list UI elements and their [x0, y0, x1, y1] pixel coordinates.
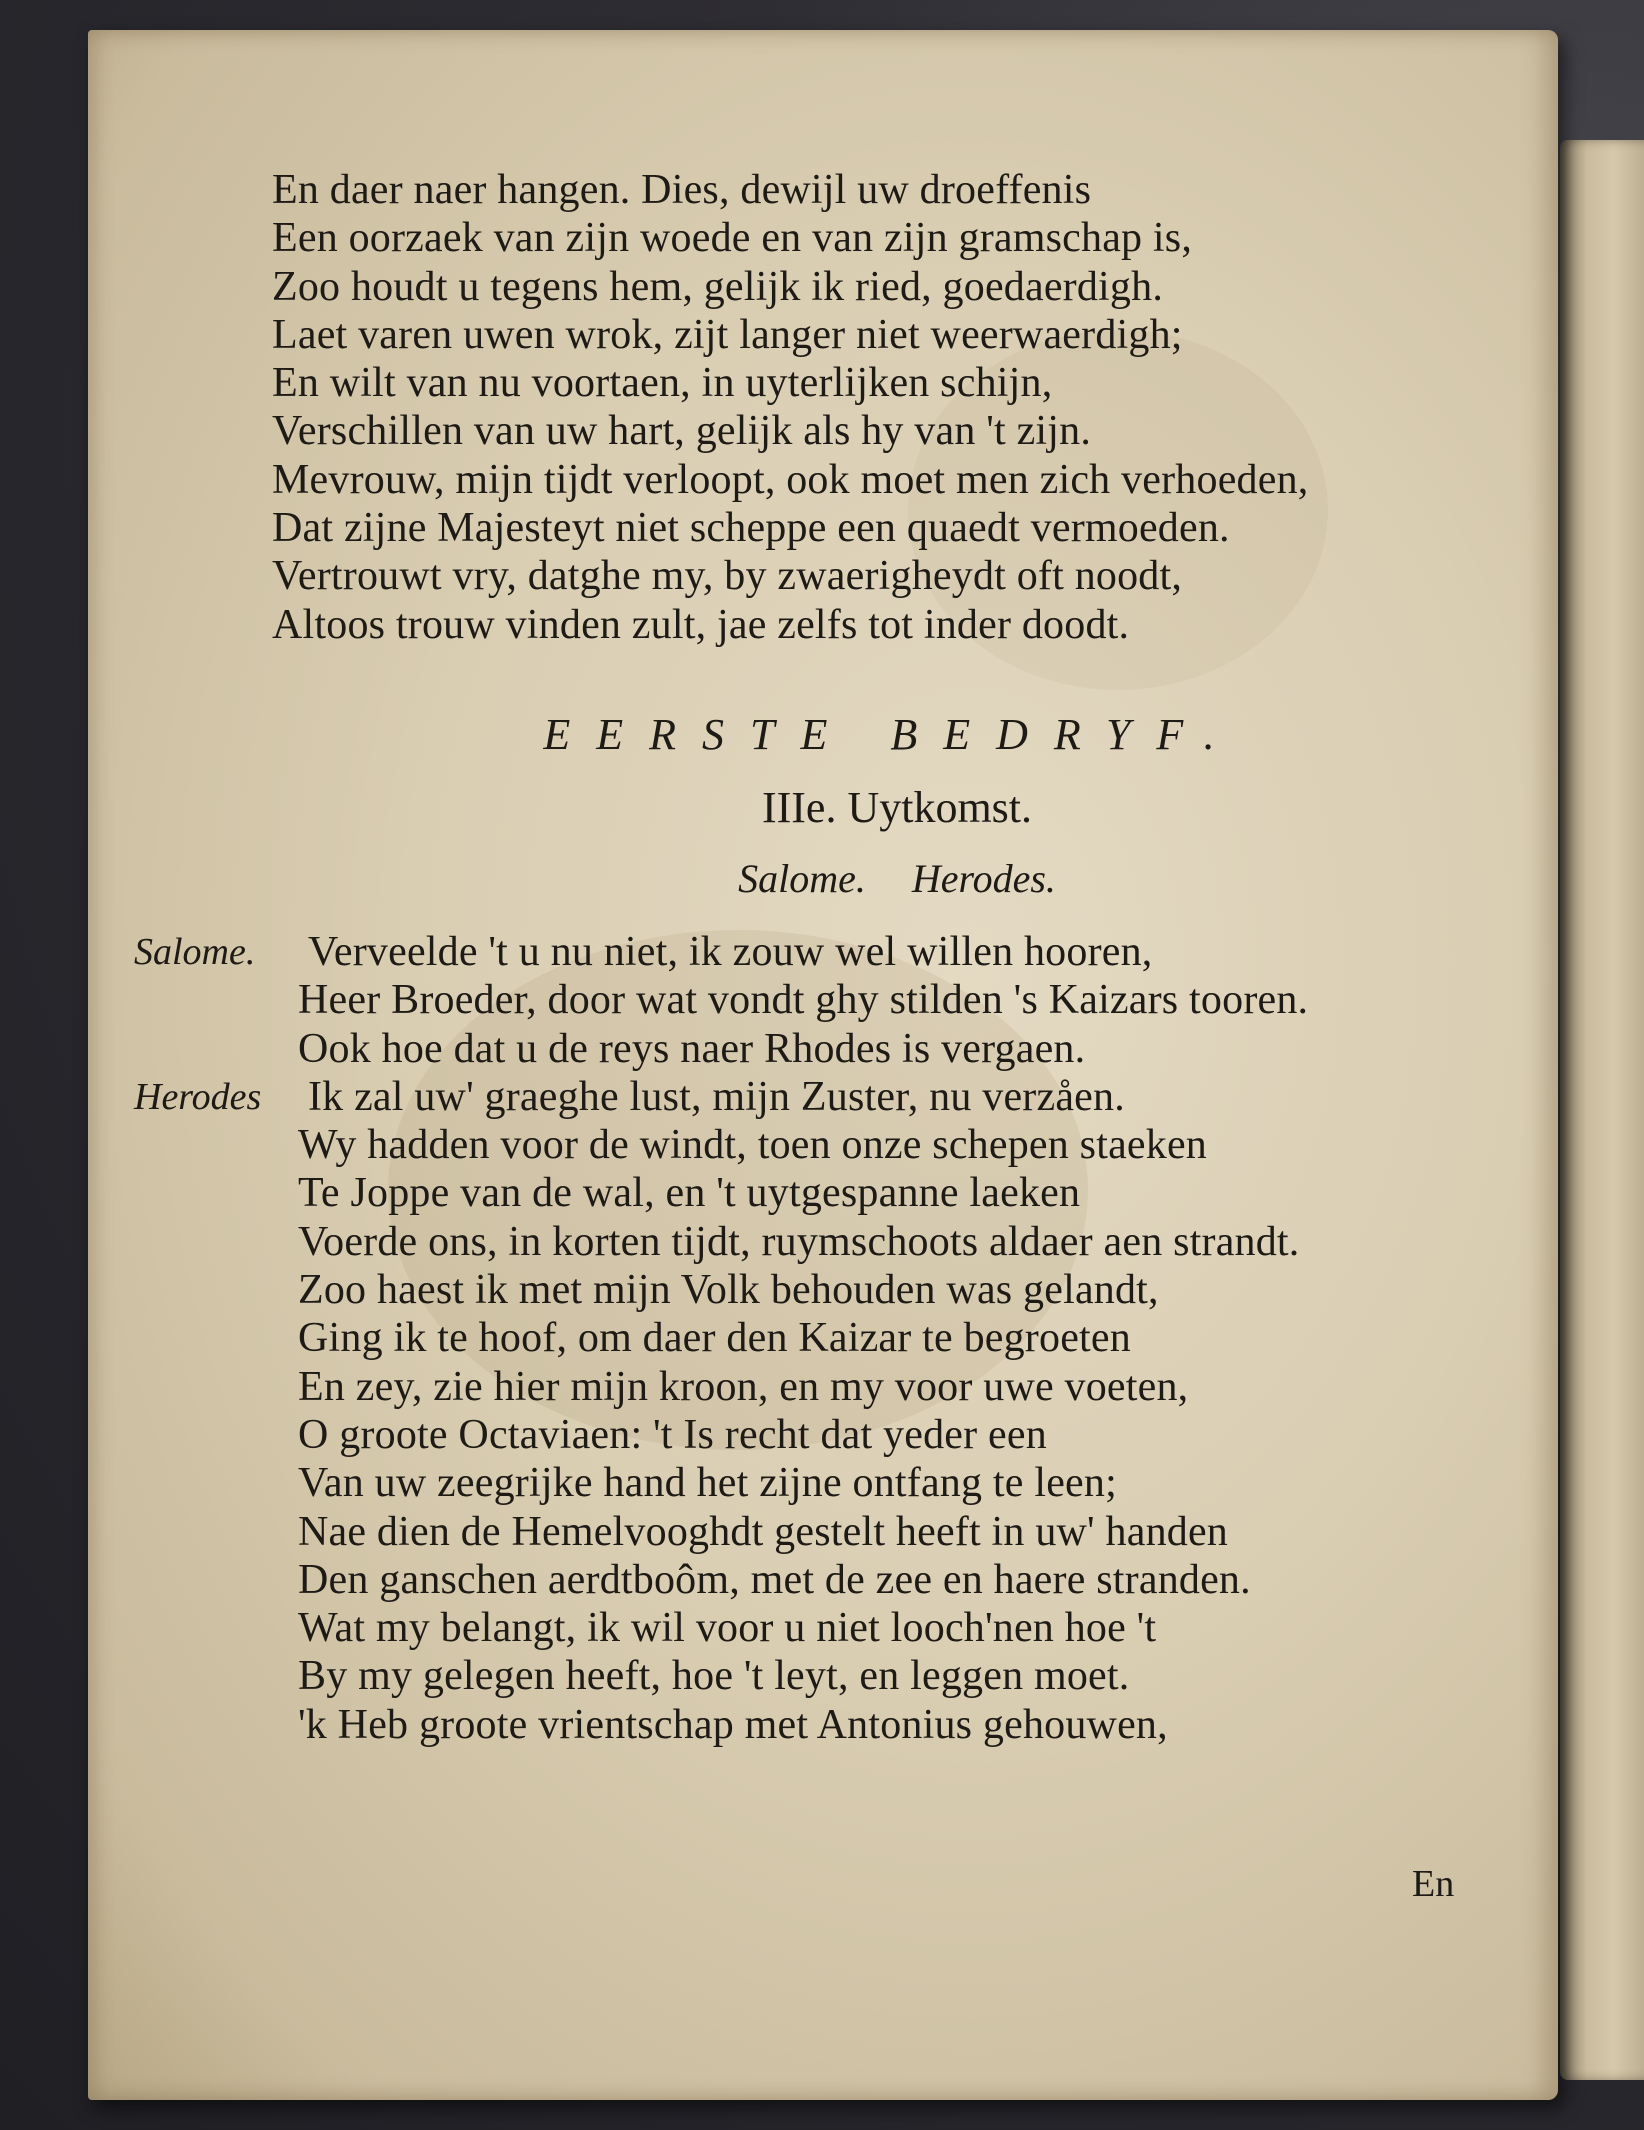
verse-line: Wy hadden voor de windt, toen onze schepen staeken	[298, 1122, 1208, 1169]
top-verses	[272, 166, 1522, 649]
verse-line: O groote Octaviaen: 't Is recht dat yeder een	[298, 1411, 1047, 1458]
verse-line: By my gelegen heeft, hoe 't leyt, en leggen moet.	[298, 1653, 1130, 1700]
verse-line: Mevrouw, mijn tijdt verloopt, ook moet men zich verhoeden,	[272, 456, 1309, 503]
scene-heading: IIIe. Uytkomst.	[761, 782, 1033, 832]
verse-line: Den ganschen aerdtboôm, met de zee en haere stranden.	[298, 1556, 1251, 1603]
speech-herodes	[134, 1073, 1522, 1749]
verse-line: Ook hoe dat u de reys naer Rhodes is vergaen.	[298, 1025, 1086, 1072]
verse-line: Ging ik te hoof, om daer den Kaizar te begroeten	[298, 1315, 1131, 1362]
speaker-label: Herodes	[134, 1075, 262, 1118]
character-list	[272, 855, 1522, 902]
verse-line: Wat my belangt, ik wil voor u niet looch'nen hoe 't	[298, 1605, 1157, 1652]
verse-line: Laet varen uwen wrok, zijt langer niet weerwaerdigh;	[272, 311, 1183, 358]
verse-line: Ik zal uw' graeghe lust, mijn Zuster, nu verzåen.	[308, 1073, 1125, 1120]
verse-line: Voerde ons, in korten tijdt, ruymschoots aldaer aen strandt.	[298, 1218, 1300, 1265]
speaker-label: Salome.	[134, 930, 256, 973]
act-heading: EERSTE BEDRYF.	[543, 709, 1241, 759]
verse-line: Nae dien de Hemelvooghdt gestelt heeft in uw' handen	[298, 1508, 1229, 1555]
character-name: Herodes.	[911, 855, 1056, 901]
catchword: En	[1412, 1863, 1455, 1905]
verse-line: Vertrouwt vry, datghe my, by zwaerigheydt oft noodt,	[272, 553, 1183, 600]
verse-line: 'k Heb groote vrientschap met Antonius gehouwen,	[298, 1701, 1168, 1748]
verse-line: Van uw zeegrijke hand het zijne ontfang te leen;	[298, 1460, 1117, 1507]
next-page-edge	[1560, 140, 1644, 2080]
verse-line: Te Joppe van de wal, en 't uytgespanne laeken	[298, 1170, 1081, 1217]
page-text	[134, 166, 1522, 1749]
verse-line: En zey, zie hier mijn kroon, en my voor uwe voeten,	[298, 1363, 1189, 1410]
verse-line: Altoos trouw vinden zult, jae zelfs tot inder doodt.	[272, 601, 1130, 648]
verse-line: En daer naer hangen. Dies, dewijl uw droeffenis	[272, 167, 1092, 213]
verse-line: Zoo houdt u tegens hem, gelijk ik ried, goedaerdigh.	[272, 263, 1164, 310]
verse-line: Heer Broeder, door wat vondt ghy stilden 's Kaizars tooren.	[298, 977, 1309, 1024]
character-name: Salome.	[738, 855, 866, 901]
verse-line: Zoo haest ik met mijn Volk behouden was gelandt,	[298, 1267, 1159, 1314]
speech-salome	[134, 928, 1522, 1073]
verse-line: Een oorzaek van zijn woede en van zijn gramschap is,	[272, 215, 1193, 262]
verse-line: Verschillen van uw hart, gelijk als hy van 't zijn.	[272, 408, 1092, 455]
verse-line: Dat zijne Majesteyt niet scheppe een quaedt vermoeden.	[272, 505, 1230, 552]
verse-line: En wilt van nu voortaen, in uyterlijken schijn,	[272, 360, 1053, 407]
verse-line: Verveelde 't u nu niet, ik zouw wel willen hooren,	[308, 928, 1153, 975]
